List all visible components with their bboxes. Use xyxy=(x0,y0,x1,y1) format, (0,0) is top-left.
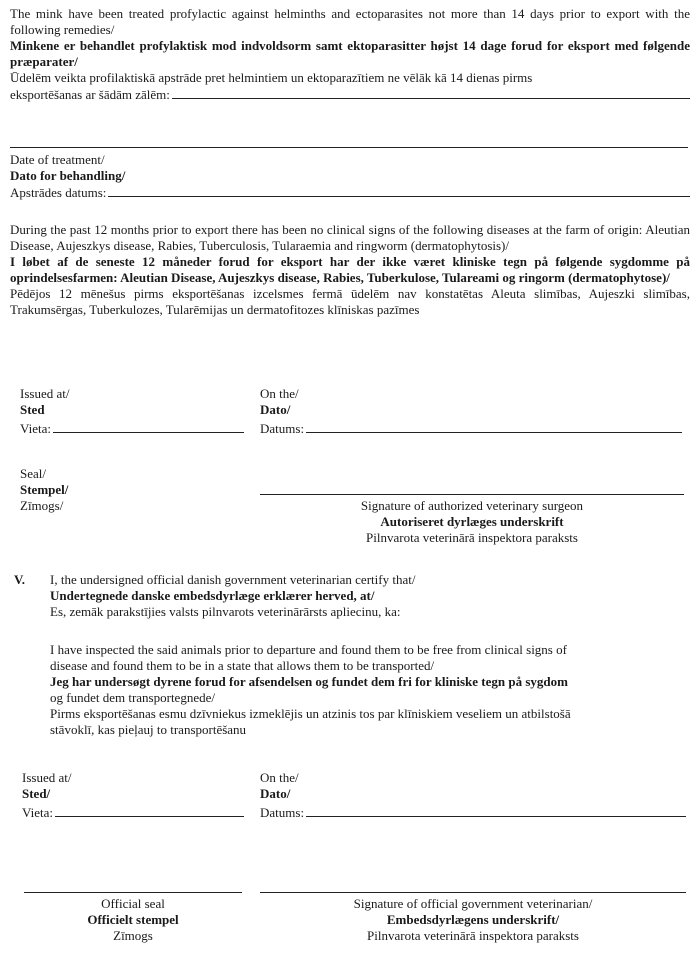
section-v-inspection xyxy=(50,642,692,738)
official-signature-line[interactable] xyxy=(260,892,686,893)
diseases-text-da: I løbet af de seneste 12 måneder forud for eksport har der ikke været kliniske tegn på følgende sygdomme på oprindelsesfarmen: Aleutian Disease, Aujeszkys disease, Rabies, Tuberkulose, Tulareami og ringorm (dermatophytose)/ xyxy=(10,254,690,285)
on-the-1-en: On the/ xyxy=(260,386,299,401)
remedies-line[interactable] xyxy=(172,86,690,99)
official-seal-line[interactable] xyxy=(24,892,242,893)
section-v-intro-da: Undertegnede danske embedsdyrlæge erklærer herved, at/ xyxy=(50,588,375,603)
issued-at-2-lv: Vieta: xyxy=(22,805,53,820)
inspection-da-1: Jeg har undersøgt dyrene forud for afsendelsen og fundet dem fri for kliniske tegn på sygdom xyxy=(50,674,568,689)
signature-1-da: Autoriseret dyrlæges underskrift xyxy=(380,514,564,529)
remedies-field[interactable] xyxy=(10,86,690,103)
treatment-text-en: The mink have been treated profylactic against helminths and ectoparasites not more than 14 days prior to export with the following remedies/ xyxy=(10,6,690,37)
issued-at-1 xyxy=(20,386,69,418)
remedies-line-2[interactable] xyxy=(10,147,688,148)
diseases-section xyxy=(10,222,690,318)
date-of-treatment-da: Dato for behandling/ xyxy=(10,168,126,183)
seal-1-lv: Zīmogs/ xyxy=(20,498,64,513)
on-the-1-da: Dato/ xyxy=(260,402,291,417)
diseases-text-en: During the past 12 months prior to export there has been no clinical signs of the following diseases at the farm of origin: Aleutian Disease, Aujeszkys disease, Rabies, Tuberculosis, Tularaemia and ringworm (dermatophytosis)/ xyxy=(10,222,690,253)
official-signature xyxy=(260,896,686,944)
on-the-1-field[interactable] xyxy=(260,420,682,437)
remedies-label: eksportēšanas ar šādām zālēm: xyxy=(10,87,170,102)
section-v-numeral: V. xyxy=(14,572,25,587)
seal-1 xyxy=(20,466,68,514)
issued-at-1-line[interactable] xyxy=(53,420,244,433)
date-of-treatment-field[interactable] xyxy=(10,184,690,201)
on-the-2-en: On the/ xyxy=(260,770,299,785)
issued-at-2 xyxy=(22,770,71,802)
official-signature-en: Signature of official government veterinarian/ xyxy=(353,896,593,911)
signature-1-lv: Pilnvarota veterinārā inspektora paraksts xyxy=(366,530,578,545)
on-the-1 xyxy=(260,386,299,418)
on-the-2-lv: Datums: xyxy=(260,805,305,820)
official-signature-da: Embedsdyrlægens underskrift/ xyxy=(386,912,560,927)
official-seal-lv: Zīmogs xyxy=(113,928,153,943)
date-of-treatment-lv: Apstrādes datums: xyxy=(10,185,107,200)
on-the-2-da: Dato/ xyxy=(260,786,291,801)
issued-at-1-lv: Vieta: xyxy=(20,421,51,436)
issued-at-1-da: Sted xyxy=(20,402,45,417)
on-the-2-line[interactable] xyxy=(306,804,686,817)
on-the-1-lv: Datums: xyxy=(260,421,305,436)
date-of-treatment-en: Date of treatment/ xyxy=(10,152,105,167)
signature-1 xyxy=(260,498,684,546)
official-signature-lv: Pilnvarota veterinārā inspektora paraksts xyxy=(367,928,579,943)
inspection-lv-2: stāvoklī, kas pieļauj to transportēšanu xyxy=(50,722,247,737)
on-the-2 xyxy=(260,770,299,802)
section-v-intro xyxy=(50,572,690,620)
inspection-da-2: og fundet dem transportegnede/ xyxy=(50,690,215,705)
issued-at-2-en: Issued at/ xyxy=(22,770,72,785)
seal-1-en: Seal/ xyxy=(20,466,46,481)
issued-at-2-field[interactable] xyxy=(22,804,244,821)
treatment-text-lv-1: Ūdelēm veikta profilaktiskā apstrāde pret helmintiem un ektoparazītiem ne vēlāk kā 14 dienas pirms xyxy=(10,70,533,85)
seal-1-da: Stempel/ xyxy=(20,482,69,497)
official-seal xyxy=(24,896,242,944)
on-the-2-field[interactable] xyxy=(260,804,686,821)
signature-1-line[interactable] xyxy=(260,494,684,495)
inspection-lv-1: Pirms eksportēšanas esmu dzīvniekus izmeklējis un atzinis tos par klīniskiem veseliem un atbilstošā xyxy=(50,706,571,721)
section-v-intro-en: I, the undersigned official danish government veterinarian certify that/ xyxy=(50,572,416,587)
official-seal-en: Official seal xyxy=(101,896,165,911)
date-of-treatment-line[interactable] xyxy=(108,184,690,197)
issued-at-2-da: Sted/ xyxy=(22,786,51,801)
issued-at-1-en: Issued at/ xyxy=(20,386,70,401)
inspection-en-1: I have inspected the said animals prior to departure and found them to be free from clinical signs of xyxy=(50,642,567,657)
official-seal-da: Officielt stempel xyxy=(87,912,179,927)
diseases-text-lv: Pēdējos 12 mēnešus pirms eksportēšanas izcelsmes fermā ūdelēm nav konstatētas Aleuta slimības, Aujeszki slimības, Trakumsērgas, Tuberkulozes, Tularēmijas un dermatofitozes klīniskas pazīmes xyxy=(10,286,690,317)
section-v-intro-lv: Es, zemāk parakstījies valsts pilnvarots veterinārārsts apliecinu, ka: xyxy=(50,604,401,619)
issued-at-2-line[interactable] xyxy=(55,804,244,817)
on-the-1-line[interactable] xyxy=(306,420,682,433)
date-of-treatment-section xyxy=(10,152,690,201)
inspection-en-2: disease and found them to be in a state that allows them to be transported/ xyxy=(50,658,435,673)
treatment-text-da: Minkene er behandlet profylaktisk mod indvoldsorm samt ektoparasitter højst 14 dage forud for eksport med følgende præparater/ xyxy=(10,38,690,69)
issued-at-1-field[interactable] xyxy=(20,420,244,437)
treatment-section xyxy=(10,6,690,103)
signature-1-en: Signature of authorized veterinary surgeon xyxy=(360,498,584,513)
